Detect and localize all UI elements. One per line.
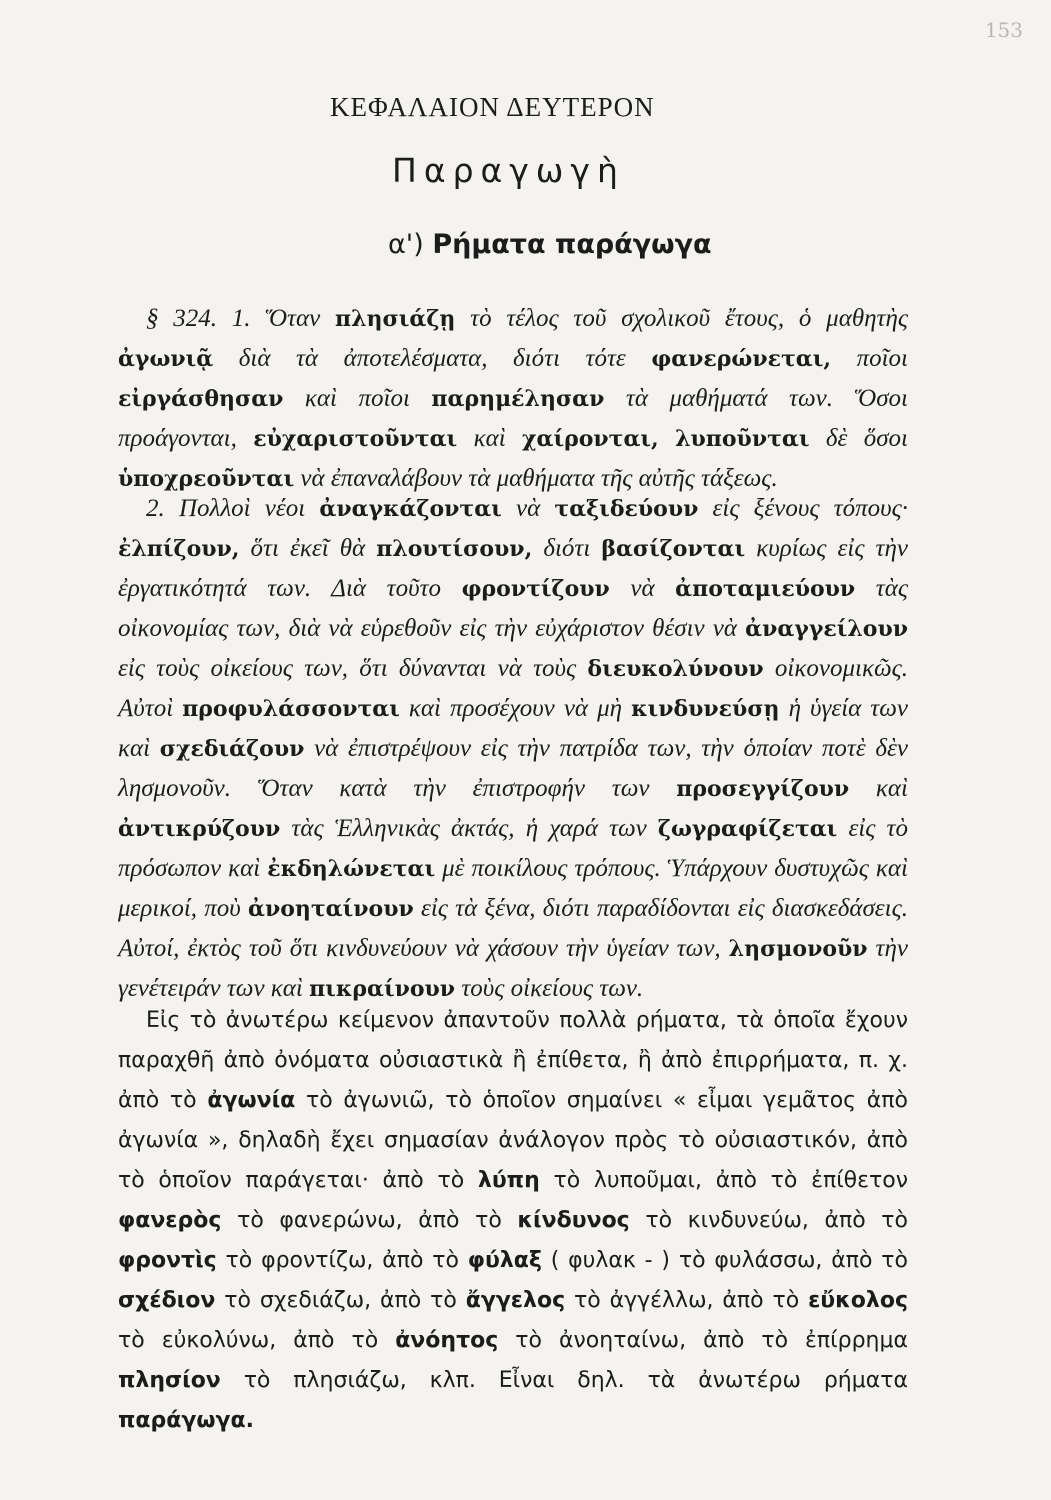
emphasized-verb: διευκολύνουν <box>587 656 764 682</box>
text-run <box>659 425 675 452</box>
text-run: οἰκονομικῶς. Αὐτοὶ <box>118 655 908 722</box>
emphasized-verb: χαίρονται, <box>522 426 659 452</box>
emphasized-verb: πλουτίσουν, <box>376 536 533 562</box>
emphasized-verb: ἀποταμιεύουν <box>675 576 856 602</box>
emphasized-verb: παρημέλησαν <box>431 386 605 412</box>
emphasized-verb: φύλαξ <box>467 1248 542 1273</box>
emphasized-verb: ἀνοηταίνουν <box>248 896 414 922</box>
chapter-heading: ΚΕΦΑΛΑΙΟΝ ΔΕΥΤΕΡΟΝ <box>330 92 655 122</box>
sub-heading <box>388 229 712 260</box>
sub-heading-prefix: α') <box>388 229 424 260</box>
emphasized-verb: πλησιάζῃ <box>335 306 456 332</box>
emphasized-verb: φροντὶς <box>118 1248 217 1273</box>
text-run: τοὺς οἰκείους των. <box>455 975 644 1002</box>
emphasized-verb: ἀνόητος <box>395 1328 499 1353</box>
text-run: καὶ <box>849 775 908 802</box>
emphasized-verb: εὔκολος <box>808 1288 908 1313</box>
section-heading: Παραγωγὴ <box>392 151 625 190</box>
text-run: τὰ μαθήματά των. Ὅσοι προάγονται, <box>118 385 908 452</box>
text-run: νὰ <box>609 575 676 602</box>
page-number: 153 <box>984 18 1023 42</box>
emphasized-verb: κινδυνεύσῃ <box>631 696 780 722</box>
emphasized-verb: πλησίον <box>118 1368 221 1393</box>
emphasized-verb: λησμονοῦν <box>728 936 868 962</box>
emphasized-verb: παράγωγα. <box>118 1408 254 1433</box>
sub-heading-title: Ρήματα παράγωγα <box>432 229 712 260</box>
text-run: § 324. 1. Ὅταν <box>146 305 335 332</box>
text-run: καὶ <box>457 425 523 452</box>
text-run: τὸ κινδυνεύω, ἀπὸ τὸ <box>629 1208 908 1233</box>
text-run: ποῖοι <box>831 345 908 372</box>
text-run: ὅτι ἐκεῖ θὰ <box>239 535 377 562</box>
text-run: τὸ ἀγωνιῶ, τὸ ὁποῖον σημαίνει « εἶμαι γεμᾶτος ἀπὸ ἀγωνία », δηλαδὴ ἔχει σημασίαν ἀνάλογον πρὸς τὸ οὐσιαστικόν, ἀπὸ τὸ ὁποῖον παράγεται· ἀπὸ τὸ <box>118 1088 909 1193</box>
emphasized-verb: ἀγωνία <box>207 1088 296 1113</box>
text-run: μὲ ποικίλους τρόπους. Ὑπάρχουν δυστυχῶς καὶ μερικοί, ποὺ <box>118 855 908 922</box>
text-run: εἰς ξένους τόπους· <box>698 495 908 522</box>
emphasized-verb: κίνδυνος <box>517 1208 630 1233</box>
text-run: διότι <box>532 535 602 562</box>
emphasized-verb: ἀγωνιᾷ <box>118 346 214 372</box>
emphasized-verb: ἀναγγείλουν <box>745 616 908 642</box>
emphasized-verb: προφυλάσσονται <box>182 696 400 722</box>
emphasized-verb: σχεδιάζουν <box>159 736 305 762</box>
emphasized-verb: πικραίνουν <box>309 976 456 1002</box>
emphasized-verb: ζωγραφίζεται <box>657 816 838 842</box>
text-run: εἰς τοὺς οἰκείους των, ὅτι δύνανται νὰ τοὺς <box>118 655 588 682</box>
emphasized-verb: σχέδιον <box>118 1288 216 1313</box>
text-run: τὰς οἰκονομίας των, διὰ νὰ εὑρεθοῦν εἰς τὴν εὐχάριστον θέσιν νὰ <box>118 575 909 642</box>
text-run: νὰ ἐπαναλάβουν τὰ μαθήματα τῆς αὐτῆς τάξεως. <box>294 465 778 492</box>
text-run: διὰ τὰ ἀποτελέσματα, διότι τότε <box>213 345 652 372</box>
text-run: τὸ φανερώνω, ἀπὸ τὸ <box>221 1208 518 1233</box>
text-run: νὰ <box>501 495 555 522</box>
text-run: καὶ ποῖοι <box>283 385 432 412</box>
text-run: δὲ ὅσοι <box>809 425 908 452</box>
emphasized-verb: φροντίζουν <box>461 576 610 602</box>
paragraph-explanation <box>118 1001 908 1441</box>
text-run: τὸ λυποῦμαι, ἀπὸ τὸ ἐπίθετον <box>539 1168 908 1193</box>
text-run: τὸ εὐκολύνω, ἀπὸ τὸ <box>118 1328 396 1353</box>
emphasized-verb: φανερώνεται, <box>651 346 832 372</box>
text-run: Εἰς τὸ ἀνωτέρω κείμενον ἀπαντοῦν πολλὰ ρήματα, τὰ ὁποῖα ἔχουν παραχθῆ ἀπὸ ὀνόματα οὐσιαστικὰ ἢ ἐπίθετα, ἢ ἀπὸ ἐπιρρήματα, π. χ. ἀπὸ τὸ <box>118 1008 908 1113</box>
text-run: ( φυλακ - ) τὸ φυλάσσω, ἀπὸ τὸ <box>541 1248 908 1273</box>
text-run: 2. Πολλοὶ νέοι <box>146 495 320 522</box>
text-run: ἡ ὑγεία των καὶ <box>118 695 909 762</box>
text-run: τὰς Ἑλληνικὰς ἀκτάς, ἡ χαρά των <box>280 815 658 842</box>
text-run: κυρίως εἰς τὴν ἐργατικότητά των. Διὰ τοῦτο <box>118 535 908 602</box>
text-run: τὸ τέλος τοῦ σχολικοῦ ἔτους, ὁ μαθητὴς <box>455 305 908 332</box>
emphasized-verb: ὑποχρεοῦνται <box>118 466 295 492</box>
emphasized-verb: λύπη <box>477 1168 540 1193</box>
emphasized-verb: ἄγγελος <box>465 1288 566 1313</box>
text-run: τὸ σχεδιάζω, ἀπὸ τὸ <box>215 1288 466 1313</box>
paragraph-324-1 <box>118 299 908 499</box>
emphasized-verb: προσεγγίζουν <box>676 776 850 802</box>
emphasized-verb: βασίζονται <box>601 536 746 562</box>
emphasized-verb: ἀναγκάζονται <box>319 496 502 522</box>
emphasized-verb: ἐλπίζουν, <box>118 536 240 562</box>
emphasized-verb: λυποῦνται <box>675 426 810 452</box>
text-run: τὸ πλησιάζω, κλπ. Εἶναι δηλ. τὰ ἀνωτέρω ρήματα <box>220 1368 908 1393</box>
paragraph-324-2 <box>118 489 908 1009</box>
text-run: νὰ ἐπιστρέψουν εἰς τὴν πατρίδα των, τὴν ὁποίαν ποτὲ δὲν λησμονοῦν. Ὅταν κατὰ τὴν ἐπιστροφήν των <box>118 735 908 802</box>
emphasized-verb: ἐκδηλώνεται <box>267 856 436 882</box>
text-run: τὴν γενέτειράν των καὶ <box>118 935 908 1002</box>
text-run: εἰς τὸ πρόσωπον καὶ <box>118 815 908 882</box>
emphasized-verb: ταξιδεύουν <box>554 496 699 522</box>
emphasized-verb: ἀντικρύζουν <box>118 816 281 842</box>
emphasized-verb: εὐχαριστοῦνται <box>253 426 458 452</box>
text-run: καὶ προσέχουν νὰ μὴ <box>399 695 632 722</box>
text-run: τὸ φροντίζω, ἀπὸ τὸ <box>216 1248 468 1273</box>
emphasized-verb: φανερὸς <box>118 1208 222 1233</box>
text-run: τὸ ἀγγέλλω, ἀπὸ τὸ <box>565 1288 809 1313</box>
text-run: τὸ ἀνοηταίνω, ἀπὸ τὸ ἐπίρρημα <box>498 1328 908 1353</box>
emphasized-verb: εἰργάσθησαν <box>118 386 284 412</box>
text-run: εἰς τὰ ξένα, διότι παραδίδονται εἰς διασκεδάσεις. Αὐτοί, ἐκτὸς τοῦ ὅτι κινδυνεύουν νὰ χάσουν τὴν ὑγείαν των, <box>118 895 909 962</box>
